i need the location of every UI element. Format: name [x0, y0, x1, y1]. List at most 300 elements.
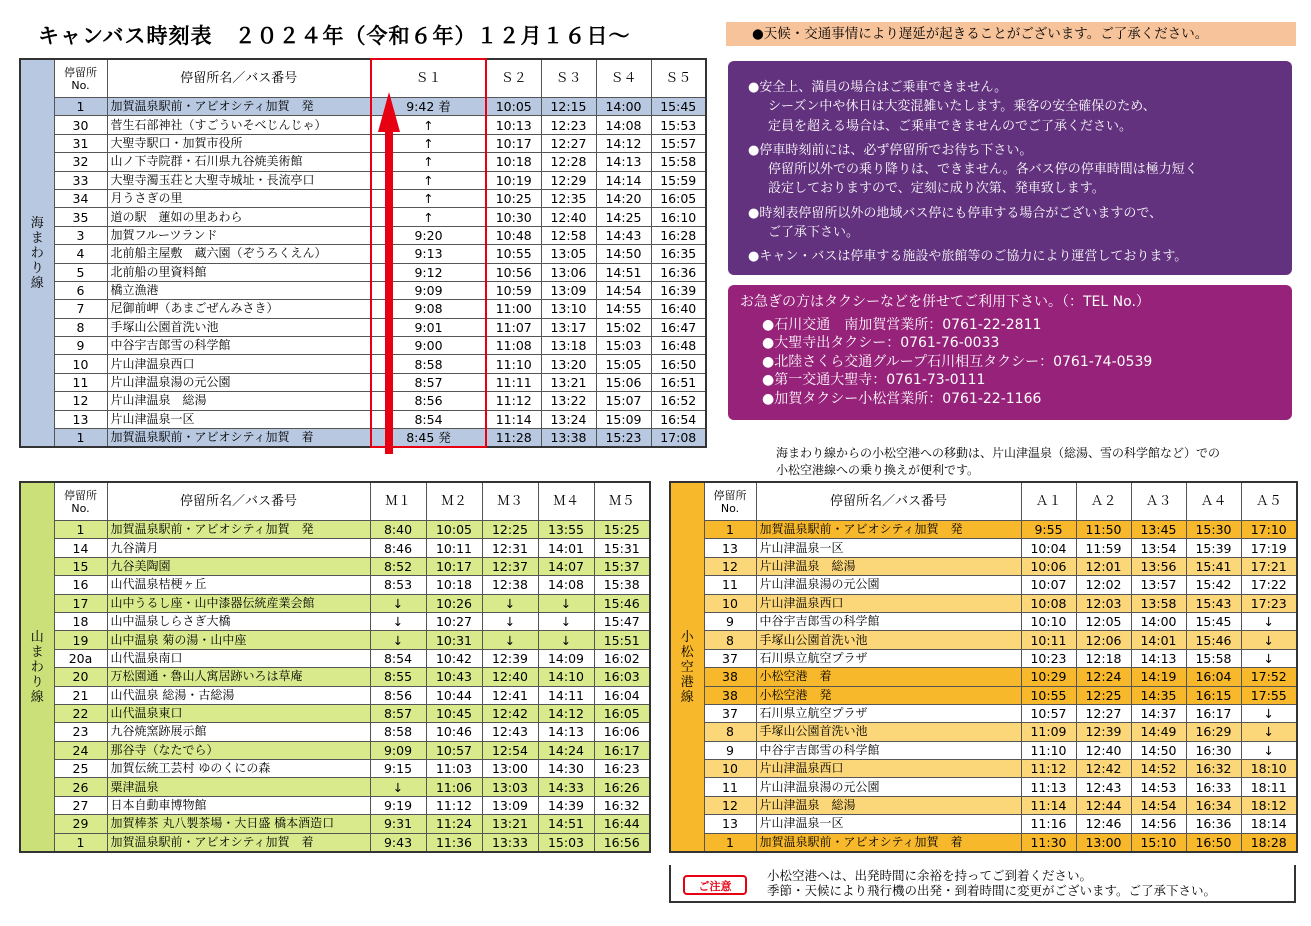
departure-time: 11:50 [1076, 521, 1131, 539]
taxi-item: ●石川交通 南加賀営業所：0761-22-2811 [762, 316, 1042, 333]
departure-time: 8:56 [370, 686, 426, 704]
departure-time: ↓ [538, 594, 594, 612]
departure-time: 16:05 [651, 189, 706, 207]
departure-time: 14:07 [538, 557, 594, 575]
line-name-char: り [30, 674, 44, 690]
departure-time: 15:43 [1186, 594, 1241, 612]
departure-time: 10:42 [426, 649, 482, 667]
line-name-char: ま [30, 230, 44, 246]
stop-number: 8 [704, 723, 756, 741]
departure-time: 8:58 [370, 723, 426, 741]
departure-time: 16:06 [594, 723, 650, 741]
stop-name: 加賀伝統工芸村 ゆのくにの森 [107, 760, 370, 778]
departure-time: ↓ [1241, 741, 1297, 759]
stop-name: 片山津温泉一区 [107, 410, 371, 428]
table-row [20, 281, 706, 299]
stop-name: 山代温泉南口 [107, 649, 370, 667]
table-row [20, 373, 706, 391]
table-row [20, 171, 706, 189]
table-row [20, 189, 706, 207]
stop-name: 粟津温泉 [107, 778, 370, 796]
departure-time: 10:57 [1021, 704, 1076, 722]
departure-time: 14:10 [538, 668, 594, 686]
departure-time: 16:35 [651, 245, 706, 263]
table-row [670, 704, 1297, 722]
stop-number: 23 [54, 723, 107, 741]
line-name-label [670, 482, 704, 852]
departure-time: 12:03 [1076, 594, 1131, 612]
departure-time: 15:45 [651, 98, 706, 116]
departure-time: ↓ [482, 594, 538, 612]
stop-number: 11 [704, 778, 756, 796]
table-row [20, 410, 706, 428]
table-row [670, 594, 1297, 612]
header-stop-name: 停留所名／バス番号 [107, 59, 371, 98]
departure-time: 11:09 [1021, 723, 1076, 741]
departure-time: 16:44 [594, 815, 650, 833]
transfer-line: 小松空港線への乗り換えが便利です。 [776, 463, 980, 477]
caution-text [767, 868, 1216, 898]
table-row [20, 429, 706, 448]
departure-time: 10:55 [486, 245, 541, 263]
departure-time: 10:19 [486, 171, 541, 189]
departure-time: 16:51 [651, 373, 706, 391]
stop-number: 34 [54, 189, 107, 207]
header-bus-number: Ｍ４ [538, 482, 594, 521]
departure-time: 13:00 [1076, 833, 1131, 852]
departure-time: 15:53 [651, 116, 706, 134]
komatsu-airport-timetable [669, 481, 1298, 853]
departure-time: 10:06 [1021, 557, 1076, 575]
departure-time: 12:01 [1076, 557, 1131, 575]
departure-time: 16:56 [594, 833, 650, 852]
departure-time: 16:36 [1186, 815, 1241, 833]
table-row [20, 226, 706, 244]
table-row [20, 778, 650, 796]
stop-name: 片山津温泉西口 [756, 594, 1021, 612]
departure-time: 11:10 [1021, 741, 1076, 759]
departure-time: 12:06 [1076, 631, 1131, 649]
table-row [670, 557, 1297, 575]
departure-time: 13:56 [1131, 557, 1186, 575]
departure-time: 12:37 [482, 557, 538, 575]
departure-time: ↓ [482, 631, 538, 649]
departure-time: 18:14 [1241, 815, 1297, 833]
departure-time: ↑ [371, 208, 486, 226]
table-row [20, 318, 706, 336]
table-header-row [670, 482, 1297, 521]
departure-time: 16:47 [651, 318, 706, 336]
departure-time: 17:22 [1241, 576, 1297, 594]
departure-time: 13:54 [1131, 539, 1186, 557]
stop-number: 9 [704, 741, 756, 759]
departure-time: 8:54 [370, 649, 426, 667]
table-row [670, 778, 1297, 796]
departure-time: 14:55 [596, 300, 651, 318]
departure-time: 15:57 [651, 134, 706, 152]
table-row [20, 245, 706, 263]
stop-number: 15 [54, 557, 107, 575]
table-row [20, 208, 706, 226]
stop-name: 片山津温泉 総湯 [756, 796, 1021, 814]
stop-name: 九谷焼窯跡展示館 [107, 723, 370, 741]
departure-time: 16:04 [1186, 668, 1241, 686]
table-row [20, 98, 706, 116]
line-name-label [20, 482, 54, 852]
departure-time: 16:28 [651, 226, 706, 244]
departure-time: ↓ [1241, 704, 1297, 722]
stop-name: 手塚山公園首洗い池 [756, 723, 1021, 741]
departure-time: 12:40 [541, 208, 596, 226]
departure-time: 16:23 [594, 760, 650, 778]
departure-time: 17:08 [651, 429, 706, 448]
stop-name: 加賀温泉駅前・アビオシティ加賀 着 [756, 833, 1021, 852]
departure-time: 15:46 [1186, 631, 1241, 649]
stop-name: 山ノ下寺院群・石川県九谷焼美術館 [107, 153, 371, 171]
stop-name: 山中温泉 菊の湯・山中座 [107, 631, 370, 649]
departure-time: 12:25 [1076, 686, 1131, 704]
table-row [670, 686, 1297, 704]
departure-time: 16:32 [594, 796, 650, 814]
departure-time: 13:17 [541, 318, 596, 336]
departure-time: ↓ [370, 631, 426, 649]
departure-time: 15:25 [594, 521, 650, 539]
departure-time: 14:53 [1131, 778, 1186, 796]
table-row [20, 355, 706, 373]
taxi-item: ●第一交通大聖寺：0761-73-0111 [762, 372, 986, 389]
header-stop-name: 停留所名／バス番号 [107, 482, 370, 521]
header-bus-number: Ｍ２ [426, 482, 482, 521]
departure-time: 10:25 [486, 189, 541, 207]
departure-time: 14:51 [596, 263, 651, 281]
stop-number: 7 [54, 300, 107, 318]
departure-time: 12:38 [482, 576, 538, 594]
departure-time: ↓ [482, 612, 538, 630]
departure-time: 16:26 [594, 778, 650, 796]
table-row [670, 760, 1297, 778]
departure-time: 10:18 [486, 153, 541, 171]
departure-time: 11:08 [486, 337, 541, 355]
stop-name: 日本自動車博物館 [107, 796, 370, 814]
departure-time: 14:00 [596, 98, 651, 116]
departure-time: 8:40 [370, 521, 426, 539]
line-name-char: 空 [680, 659, 694, 675]
departure-time: 12:02 [1076, 576, 1131, 594]
stop-name: 山中うるし座・山中漆器伝統産業会館 [107, 594, 370, 612]
table-row [670, 521, 1297, 539]
departure-time: 12:18 [1076, 649, 1131, 667]
departure-time: 12:41 [482, 686, 538, 704]
yama-mawari-timetable [19, 481, 651, 853]
departure-time: 11:10 [486, 355, 541, 373]
departure-time: 8:57 [370, 704, 426, 722]
departure-time: 9:13 [371, 245, 486, 263]
stop-name: 片山津温泉一区 [756, 539, 1021, 557]
departure-time: 14:19 [1131, 668, 1186, 686]
line-name-char: 線 [30, 275, 44, 291]
departure-time: 15:30 [1186, 521, 1241, 539]
stop-number: 13 [704, 539, 756, 557]
departure-time: 14:33 [538, 778, 594, 796]
table-row [20, 594, 650, 612]
departure-time: 13:24 [541, 410, 596, 428]
departure-time: 15:03 [538, 833, 594, 852]
departure-time: ↑ [371, 153, 486, 171]
departure-time: 11:28 [486, 429, 541, 448]
departure-time: 12:25 [482, 521, 538, 539]
departure-time: 10:56 [486, 263, 541, 281]
table-row [670, 539, 1297, 557]
departure-time: 8:58 [371, 355, 486, 373]
table-row [20, 760, 650, 778]
notice-line: ●安全上、満員の場合はご乗車できません。 [748, 80, 1008, 95]
departure-time: 13:55 [538, 521, 594, 539]
stop-name: 加賀温泉駅前・アビオシティ加賀 発 [756, 521, 1021, 539]
departure-time: 9:31 [370, 815, 426, 833]
departure-time: 10:45 [426, 704, 482, 722]
table-row [20, 153, 706, 171]
notice-line: シーズン中や休日は大変混雑いたします。乗客の安全確保のため、 [768, 99, 1156, 115]
table-row [670, 723, 1297, 741]
departure-time: 8:57 [371, 373, 486, 391]
departure-time: 14:50 [596, 245, 651, 263]
table-row [20, 668, 650, 686]
stop-name: 橋立漁港 [107, 281, 371, 299]
departure-time: 14:12 [538, 704, 594, 722]
stop-name: 山代温泉東口 [107, 704, 370, 722]
departure-time: 16:54 [651, 410, 706, 428]
header-stop-no: 停留所 No. [704, 482, 756, 521]
departure-time: 15:06 [596, 373, 651, 391]
stop-name: 片山津温泉湯の元公園 [756, 778, 1021, 796]
departure-time: 10:59 [486, 281, 541, 299]
stop-name: 加賀温泉駅前・アビオシティ加賀 発 [107, 98, 371, 116]
table-row [20, 557, 650, 575]
departure-time: 13:09 [541, 281, 596, 299]
departure-time: 12:40 [482, 668, 538, 686]
table-row [20, 300, 706, 318]
departure-time: 10:31 [426, 631, 482, 649]
departure-time: 15:42 [1186, 576, 1241, 594]
stop-number: 13 [704, 815, 756, 833]
stop-name: 九谷満月 [107, 539, 370, 557]
table-header-row [20, 482, 650, 521]
line-name-char: わ [30, 659, 44, 675]
stop-number: 31 [54, 134, 107, 152]
departure-time: ↓ [370, 594, 426, 612]
departure-time: 16:33 [1186, 778, 1241, 796]
departure-time: 13:21 [482, 815, 538, 833]
departure-time: 14:24 [538, 741, 594, 759]
stop-number: 32 [54, 153, 107, 171]
table-row [20, 521, 650, 539]
departure-time: 14:01 [1131, 631, 1186, 649]
stop-number: 25 [54, 760, 107, 778]
departure-time: 14:01 [538, 539, 594, 557]
stop-number: 27 [54, 796, 107, 814]
departure-time: 12:27 [541, 134, 596, 152]
departure-time: 15:59 [651, 171, 706, 189]
stop-name: 小松空港 発 [756, 686, 1021, 704]
header-bus-number: Ａ２ [1076, 482, 1131, 521]
departure-time: 8:46 [370, 539, 426, 557]
stop-name: 加賀温泉駅前・アビオシティ加賀 着 [107, 833, 370, 852]
stop-name: 加賀温泉駅前・アビオシティ加賀 発 [107, 521, 370, 539]
stop-name: 中谷宇吉郎雪の科学館 [756, 741, 1021, 759]
departure-time: 17:10 [1241, 521, 1297, 539]
stop-name: 北前船の里資料館 [107, 263, 371, 281]
table-row [20, 263, 706, 281]
departure-time: 15:58 [651, 153, 706, 171]
departure-time: 13:18 [541, 337, 596, 355]
stop-name: 大聖寺濁玉荘と大聖寺城址・長流亭口 [107, 171, 371, 189]
departure-time: 15:37 [594, 557, 650, 575]
departure-time: 9:20 [371, 226, 486, 244]
departure-time: 10:13 [486, 116, 541, 134]
stop-name: 加賀フルーツランド [107, 226, 371, 244]
departure-time: 14:39 [538, 796, 594, 814]
departure-time: 14:12 [596, 134, 651, 152]
departure-time: 10:30 [486, 208, 541, 226]
stop-name: 山代温泉 総湯・古総湯 [107, 686, 370, 704]
stop-name: 中谷宇吉郎雪の科学館 [107, 337, 371, 355]
departure-time: 12:23 [541, 116, 596, 134]
stop-name: 片山津温泉湯の元公園 [107, 373, 371, 391]
stop-number: 10 [704, 760, 756, 778]
departure-time: 14:25 [596, 208, 651, 226]
departure-time: 10:43 [426, 668, 482, 686]
header-bus-number: Ａ３ [1131, 482, 1186, 521]
departure-time: 11:12 [486, 392, 541, 410]
departure-time: 15:02 [596, 318, 651, 336]
header-stop-name: 停留所名／バス番号 [756, 482, 1021, 521]
departure-time: 14:14 [596, 171, 651, 189]
table-row [20, 741, 650, 759]
line-name-label [20, 59, 54, 447]
stop-number: 8 [704, 631, 756, 649]
departure-time: 10:11 [426, 539, 482, 557]
departure-time: 13:57 [1131, 576, 1186, 594]
table-row [20, 134, 706, 152]
departure-time: 14:30 [538, 760, 594, 778]
line-name-char: 松 [680, 644, 694, 660]
stop-name: 片山津温泉 総湯 [107, 392, 371, 410]
departure-time: 16:04 [594, 686, 650, 704]
stop-name: 山代温泉桔梗ヶ丘 [107, 576, 370, 594]
table-row [20, 815, 650, 833]
departure-time: 16:52 [651, 392, 706, 410]
departure-time: ↓ [1241, 612, 1297, 630]
departure-time: 15:47 [594, 612, 650, 630]
departure-time: 16:50 [651, 355, 706, 373]
stop-number: 9 [704, 612, 756, 630]
table-row [670, 815, 1297, 833]
table-row [20, 337, 706, 355]
stop-name: 片山津温泉西口 [107, 355, 371, 373]
stop-name: 北前船主屋敷 蔵六園（ぞうろくえん） [107, 245, 371, 263]
departure-time: 16:03 [594, 668, 650, 686]
transfer-note [776, 445, 1220, 479]
departure-time: 9:09 [370, 741, 426, 759]
departure-time: 10:17 [426, 557, 482, 575]
departure-time: ↑ [371, 134, 486, 152]
stop-number: 1 [704, 521, 756, 539]
stop-number: 22 [54, 704, 107, 722]
departure-time: 13:21 [541, 373, 596, 391]
departure-time: 17:52 [1241, 668, 1297, 686]
departure-time: ↓ [1241, 649, 1297, 667]
table-row [20, 392, 706, 410]
stop-name: 片山津温泉湯の元公園 [756, 576, 1021, 594]
departure-time: 12:54 [482, 741, 538, 759]
stop-name: 道の駅 蓮如の里あわら [107, 208, 371, 226]
stop-number: 12 [54, 392, 107, 410]
caution-label: ご注意 [683, 875, 747, 895]
stop-name: 万松園通・魯山人寓居跡いろは草庵 [107, 668, 370, 686]
stop-number: 17 [54, 594, 107, 612]
stop-name: 小松空港 着 [756, 668, 1021, 686]
header-bus-number: Ａ１ [1021, 482, 1076, 521]
table-row [670, 833, 1297, 852]
stop-number: 5 [54, 263, 107, 281]
stop-number: 10 [704, 594, 756, 612]
departure-time: 16:39 [651, 281, 706, 299]
departure-time: 13:33 [482, 833, 538, 852]
departure-time: ↑ [371, 189, 486, 207]
delay-notice: ●天候・交通事情により遅延が起きることがございます。ご了承ください。 [726, 22, 1296, 46]
header-bus-number: Ａ４ [1186, 482, 1241, 521]
departure-time: 12:58 [541, 226, 596, 244]
departure-time: 15:45 [1186, 612, 1241, 630]
departure-time: 14:11 [538, 686, 594, 704]
stop-number: 37 [704, 649, 756, 667]
stop-name: 手塚山公園首洗い池 [756, 631, 1021, 649]
table-row [670, 668, 1297, 686]
table-row [20, 576, 650, 594]
departure-time: 11:24 [426, 815, 482, 833]
departure-time: 13:45 [1131, 521, 1186, 539]
departure-time: 9:42 着 [371, 98, 486, 116]
table-row [670, 796, 1297, 814]
departure-time: 16:40 [651, 300, 706, 318]
departure-time: 13:00 [482, 760, 538, 778]
stop-name: 加賀棒茶 丸八製茶場・大日盛 橋本酒造口 [107, 815, 370, 833]
stop-number: 6 [54, 281, 107, 299]
departure-time: 13:09 [482, 796, 538, 814]
stop-number: 8 [54, 318, 107, 336]
departure-time: ↓ [538, 631, 594, 649]
departure-time: 14:35 [1131, 686, 1186, 704]
departure-time: 10:17 [486, 134, 541, 152]
departure-time: 14:50 [1131, 741, 1186, 759]
stop-number: 37 [704, 704, 756, 722]
departure-time: 12:39 [1076, 723, 1131, 741]
departure-time: 12:42 [482, 704, 538, 722]
departure-time: 10:46 [426, 723, 482, 741]
page-title: キャンバス時刻表 ２０２４年（令和６年）１２月１６日～ [38, 24, 631, 48]
departure-time: 15:41 [1186, 557, 1241, 575]
departure-time: 11:06 [426, 778, 482, 796]
table-row [20, 539, 650, 557]
table-row [20, 833, 650, 852]
departure-time: 16:02 [594, 649, 650, 667]
departure-time: 17:23 [1241, 594, 1297, 612]
departure-time: 12:40 [1076, 741, 1131, 759]
departure-time: 14:37 [1131, 704, 1186, 722]
stop-number: 20a [54, 649, 107, 667]
departure-time: 13:05 [541, 245, 596, 263]
departure-time: 18:28 [1241, 833, 1297, 852]
